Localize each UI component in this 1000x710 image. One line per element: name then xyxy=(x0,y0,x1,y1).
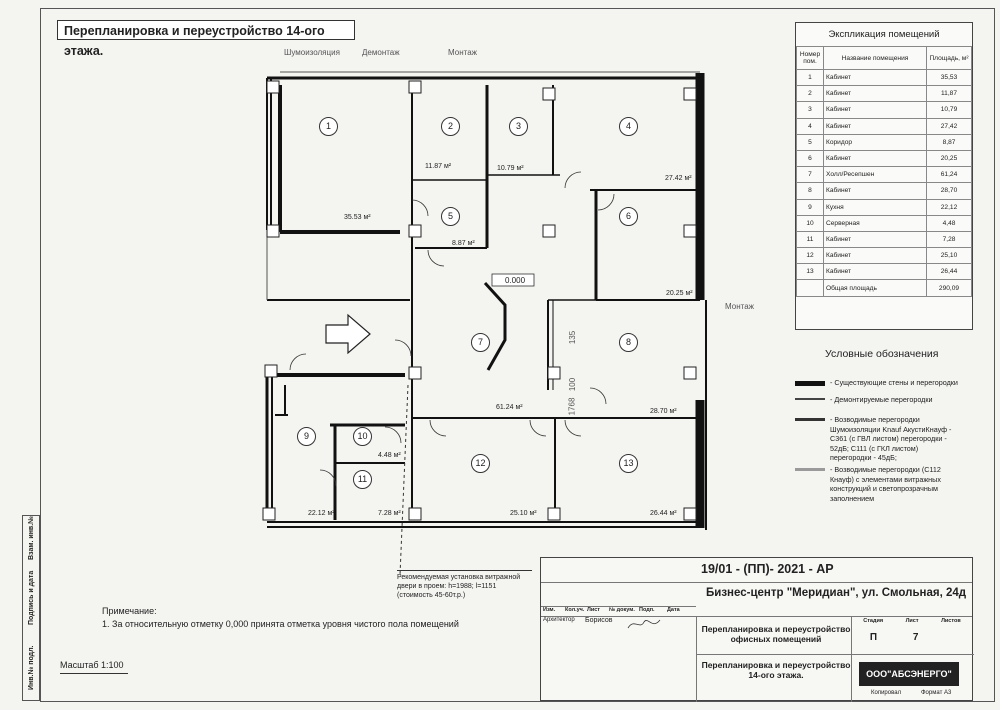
note-title: Примечание: xyxy=(102,606,157,616)
room-name-cell: Кабинет xyxy=(824,150,927,166)
room-name-cell: Кабинет xyxy=(824,264,927,280)
title-block xyxy=(540,557,973,701)
room-name-cell: Общая площадь xyxy=(824,280,927,296)
revision-header-cell: Изм. xyxy=(543,607,556,613)
signature xyxy=(626,616,666,632)
dimension-1768: 1768 xyxy=(567,397,577,416)
room-number-cell xyxy=(797,280,824,296)
dimension-100: 100 xyxy=(568,377,578,392)
revision-header-cell: Дата xyxy=(667,607,680,613)
room-number-circle: 12 xyxy=(471,454,490,473)
room-area-cell: 8,87 xyxy=(927,134,972,150)
doc-title-2: Перепланировка и переустройство 14-ого этажа. xyxy=(701,660,851,680)
room-number-circle: 13 xyxy=(619,454,638,473)
explication-row xyxy=(797,199,972,215)
room-area-label: 26.44 м² xyxy=(650,510,677,517)
room-area-cell: 61,24 xyxy=(927,167,972,183)
stamp-podpis: Подпись и дата xyxy=(28,570,35,625)
stamp-vzam: Взам. инв.№ xyxy=(28,516,35,560)
room-number-circle: 9 xyxy=(297,427,316,446)
label-montazh-right: Монтаж xyxy=(725,302,754,311)
room-name-cell: Серверная xyxy=(824,215,927,231)
room-area-cell: 22,12 xyxy=(927,199,972,215)
room-area-cell: 35,53 xyxy=(927,70,972,86)
person-name: Борисов xyxy=(585,617,613,624)
room-number-cell: 7 xyxy=(797,167,824,183)
room-number-circle: 8 xyxy=(619,333,638,352)
room-area-label: 25.10 м² xyxy=(510,510,537,517)
room-area-cell: 11,87 xyxy=(927,86,972,102)
explication-row xyxy=(797,150,972,166)
room-name-cell: Кабинет xyxy=(824,102,927,118)
legend-swatch-glazed xyxy=(795,468,825,471)
room-name-cell: Кабинет xyxy=(824,70,927,86)
room-number-cell: 11 xyxy=(797,231,824,247)
format-label: Формат А3 xyxy=(921,690,952,696)
room-number-circle: 1 xyxy=(319,117,338,136)
room-number-cell: 3 xyxy=(797,102,824,118)
explication-row xyxy=(797,70,972,86)
scale-label: Масштаб 1:100 xyxy=(60,660,124,670)
room-area-label: 4.48 м² xyxy=(378,452,401,459)
room-number-cell: 2 xyxy=(797,86,824,102)
sheet-title: Перепланировка и переустройство 14-ого этажа. xyxy=(57,20,355,40)
explication-title: Экспликация помещений xyxy=(828,29,940,40)
room-number-circle: 10 xyxy=(353,427,372,446)
dimension-135: 135 xyxy=(568,330,578,345)
legend-swatch-demolished xyxy=(795,398,825,400)
stage-values: П 7 xyxy=(869,632,919,643)
room-area-cell: 10,79 xyxy=(927,102,972,118)
explication-row xyxy=(797,264,972,280)
explication-table xyxy=(796,46,972,297)
room-area-label: 27.42 м² xyxy=(665,175,692,182)
revision-header-cell: Лист xyxy=(587,607,600,613)
room-area-label: 11.87 м² xyxy=(425,163,452,170)
explication-row xyxy=(797,248,972,264)
room-number-cell: 13 xyxy=(797,264,824,280)
room-number-cell: 6 xyxy=(797,150,824,166)
copied-label: Копировал xyxy=(871,690,902,696)
legend-swatch-acoustic xyxy=(795,418,825,421)
doc-title-1: Перепланировка и переустройство офисных помещений xyxy=(701,624,851,644)
room-number-cell: 9 xyxy=(797,199,824,215)
room-number-circle: 6 xyxy=(619,207,638,226)
room-area-cell: 20,25 xyxy=(927,150,972,166)
col-name: Название помещения xyxy=(824,47,927,70)
room-area-cell: 4,48 xyxy=(927,215,972,231)
note-text: 1. За относительную отметку 0,000 принята отметка уровня чистого пола помещений xyxy=(102,619,459,629)
room-number-cell: 5 xyxy=(797,134,824,150)
room-number-cell: 4 xyxy=(797,118,824,134)
room-area-cell: 27,42 xyxy=(927,118,972,134)
room-number-circle: 5 xyxy=(441,207,460,226)
company-logo: ООО"АБСЭНЕРГО" xyxy=(859,662,959,686)
col-number: Номер пом. xyxy=(797,47,824,70)
room-number-circle: 11 xyxy=(353,470,372,489)
door-callout: Рекомендуемая установка витражной двери в проем: h=1988; l=1151 (стоимость 45-60т.р.) xyxy=(397,570,532,600)
room-area-cell: 7,28 xyxy=(927,231,972,247)
stage-headers: Стадия Лист Листов xyxy=(863,618,961,624)
object-address: Бизнес-центр "Меридиан", ул. Смольная, 24д xyxy=(706,587,967,599)
room-number-cell: 12 xyxy=(797,248,824,264)
room-name-cell: Коридор xyxy=(824,134,927,150)
room-number-circle: 4 xyxy=(619,117,638,136)
room-name-cell: Кабинет xyxy=(824,86,927,102)
doc-code: 19/01 - (ПП)- 2021 - АР xyxy=(701,562,834,576)
room-name-cell: Кухня xyxy=(824,199,927,215)
room-name-cell: Кабинет xyxy=(824,248,927,264)
room-area-label: 8.87 м² xyxy=(452,240,475,247)
explication-row xyxy=(797,231,972,247)
explication-row xyxy=(797,183,972,199)
explication-row xyxy=(797,280,972,296)
room-area-label: 61.24 м² xyxy=(496,404,523,411)
room-name-cell: Кабинет xyxy=(824,183,927,199)
room-area-label: 20.25 м² xyxy=(666,290,693,297)
room-number-cell: 1 xyxy=(797,70,824,86)
room-number-cell: 8 xyxy=(797,183,824,199)
explication-panel xyxy=(795,22,973,330)
explication-row xyxy=(797,215,972,231)
revision-headers xyxy=(541,606,696,616)
legend-swatch-existing xyxy=(795,381,825,386)
room-area-label: 35.53 м² xyxy=(344,214,371,221)
label-demontazh: Демонтаж xyxy=(362,48,400,57)
stamp-inv: Инв.№ подл. xyxy=(28,645,35,690)
room-name-cell: Холл/Ресепшен xyxy=(824,167,927,183)
label-montazh: Монтаж xyxy=(448,48,477,57)
scale-underline xyxy=(60,673,128,674)
explication-row xyxy=(797,86,972,102)
revision-header-cell: Подп. xyxy=(639,607,655,613)
room-name-cell: Кабинет xyxy=(824,231,927,247)
room-area-cell: 290,09 xyxy=(927,280,972,296)
room-area-label: 28.70 м² xyxy=(650,408,677,415)
room-area-cell: 25,10 xyxy=(927,248,972,264)
room-number-circle: 2 xyxy=(441,117,460,136)
explication-row xyxy=(797,118,972,134)
col-area: Площадь, м² xyxy=(927,47,972,70)
label-shumoizolyatsiya: Шумоизоляция xyxy=(284,48,340,57)
room-area-label: 10.79 м² xyxy=(497,165,524,172)
room-number-cell: 10 xyxy=(797,215,824,231)
room-area-label: 22.12 м² xyxy=(308,510,335,517)
explication-row xyxy=(797,134,972,150)
room-name-cell: Кабинет xyxy=(824,118,927,134)
room-number-circle: 3 xyxy=(509,117,528,136)
revision-header-cell: Кол.уч. xyxy=(565,607,585,613)
role-label: Архитектор xyxy=(543,617,575,623)
explication-row xyxy=(797,167,972,183)
revision-header-cell: № докум. xyxy=(609,607,635,613)
legend-title: Условные обозначения xyxy=(825,348,939,360)
explication-row xyxy=(797,102,972,118)
level-mark: 0.000 xyxy=(505,276,526,285)
room-area-label: 7.28 м² xyxy=(378,510,401,517)
room-number-circle: 7 xyxy=(471,333,490,352)
room-area-cell: 28,70 xyxy=(927,183,972,199)
room-area-cell: 26,44 xyxy=(927,264,972,280)
